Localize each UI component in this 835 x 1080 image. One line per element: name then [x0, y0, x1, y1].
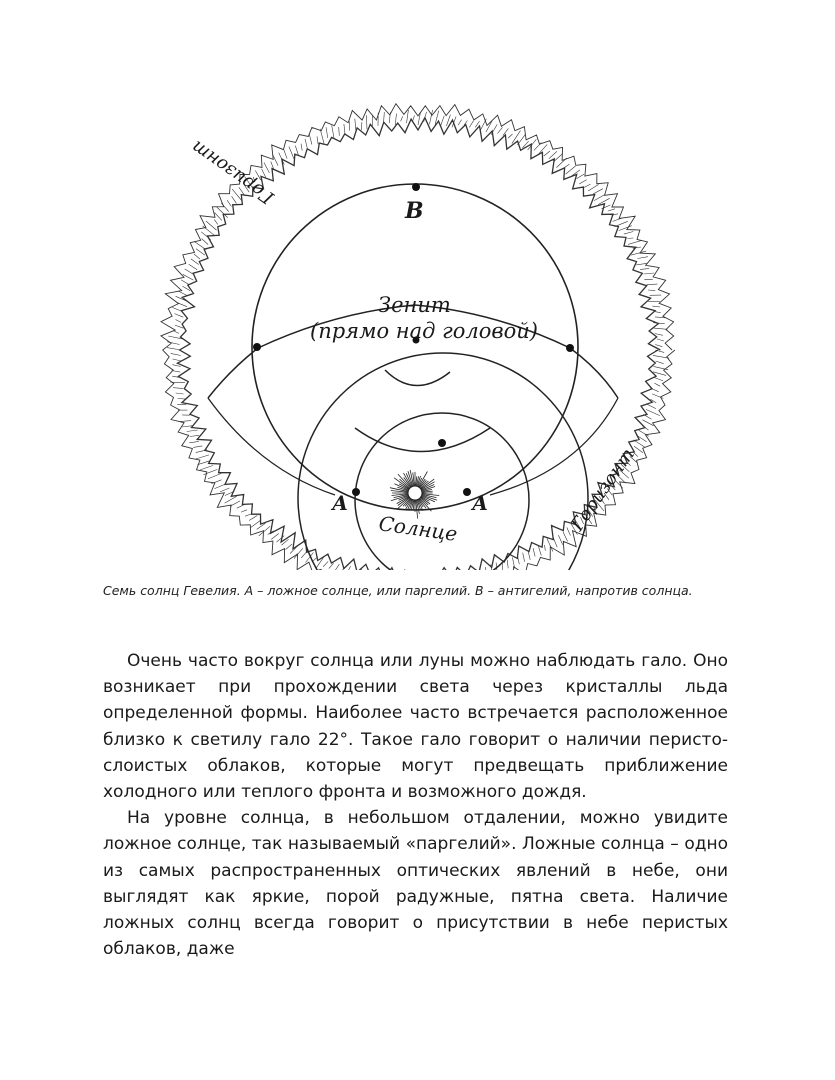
- horizon-hatch: [173, 359, 182, 361]
- horizon-hatch: [203, 226, 215, 235]
- horizon-hatch: [200, 466, 213, 470]
- horizon-hatch: [458, 120, 462, 126]
- horizon-hatch: [176, 393, 184, 394]
- horizon-hatch: [176, 302, 187, 306]
- horizon-hatch: [178, 291, 187, 296]
- horizon-hatch: [189, 264, 198, 270]
- horizon-hatch: [172, 371, 181, 373]
- horizon-hatch: [237, 505, 245, 509]
- horizon-hatch: [317, 136, 318, 144]
- point-a-right-label: А: [472, 491, 489, 515]
- horizon-hatch: [588, 184, 599, 191]
- horizon-hatch: [326, 127, 328, 138]
- sun-ray: [394, 478, 410, 490]
- point-a-left-label: А: [332, 491, 349, 515]
- halo-diagram-svg: [160, 100, 680, 570]
- horizon-hatch: [366, 115, 367, 129]
- hevelius-seven-suns-diagram: [160, 100, 680, 570]
- horizon-hatch: [652, 306, 660, 307]
- horizon-hatch: [523, 553, 525, 562]
- horizon-hatch: [553, 538, 557, 548]
- horizon-hatch: [194, 241, 206, 249]
- horizon-hatch: [441, 116, 445, 126]
- horizon-hatch: [190, 435, 199, 436]
- upper-tangent-dot: [438, 439, 446, 447]
- horizon-hatch: [180, 421, 191, 422]
- horizon-hatch: [284, 150, 287, 159]
- parhelic-right-dot: [566, 344, 574, 352]
- figure-caption: Семь солнц Гевелия. А – ложное солнце, или паргелий. В – антигелий, напротив солнца.: [103, 583, 693, 598]
- horizon-hatch: [225, 496, 237, 503]
- horizon-hatch: [259, 526, 270, 536]
- horizon-hatch: [395, 114, 396, 126]
- horizon-hatch: [309, 134, 312, 145]
- horizon-hatch: [194, 254, 200, 259]
- horizon-hatch: [333, 564, 339, 570]
- horizon-hatch: [556, 158, 566, 168]
- horizon-hatch: [191, 259, 199, 265]
- horizon-hatch: [643, 420, 654, 426]
- sun-dog-left-dot: [352, 488, 360, 496]
- horizon-hatch: [563, 164, 570, 168]
- horizon-hatch: [171, 353, 181, 355]
- horizon-hatch: [305, 139, 307, 148]
- horizon-hatch: [211, 480, 221, 484]
- sun-dog-right-dot: [463, 488, 471, 496]
- horizon-hatch: [208, 474, 221, 479]
- horizon-hatch: [656, 361, 664, 364]
- horizon-label-bottom: Горизонт: [566, 444, 639, 535]
- horizon-hatch: [554, 154, 563, 162]
- horizon-hatch: [650, 388, 658, 392]
- horizon-hatch: [608, 209, 615, 211]
- horizon-hatch: [654, 328, 668, 329]
- horizon-hatch: [189, 441, 199, 442]
- horizon-hatch: [528, 139, 537, 150]
- horizon-hatch: [654, 311, 661, 312]
- horizon-hatch: [655, 345, 662, 347]
- horizon-hatch: [636, 263, 647, 265]
- horizon-hatch: [647, 284, 658, 285]
- horizon-hatch: [220, 488, 229, 492]
- horizon-hatch: [227, 200, 231, 206]
- horizon-hatch: [196, 455, 209, 459]
- horizon-hatch: [644, 273, 655, 274]
- horizon-hatch: [176, 320, 182, 323]
- horizon-hatch: [628, 241, 641, 245]
- horizon-label-top: Горизонт: [187, 136, 278, 209]
- horizon-hatch: [648, 290, 655, 291]
- horizon-hatch: [640, 269, 649, 270]
- horizon-hatch: [279, 153, 285, 165]
- horizon-hatch: [230, 501, 240, 506]
- horizon-hatch: [262, 169, 266, 177]
- horizon-hatch: [294, 548, 303, 558]
- horizon-hatch: [508, 134, 512, 138]
- horizon-hatch: [329, 563, 334, 568]
- horizon-hatch: [286, 544, 293, 550]
- horizon-hatch: [545, 545, 546, 551]
- sun-icon: [390, 470, 439, 519]
- horizon-hatch: [486, 121, 492, 132]
- zenith-label: Зенит: [378, 293, 451, 317]
- horizon-hatch: [241, 510, 247, 512]
- paragraph-1: Очень часто вокруг солнца или луны можно наблюдать гало. Оно возникает при прохождении света через кристаллы льда определенной формы. Наиболее часто встречается расположенное близко к светилу гало 22°. Такое гало говорит о наличии перисто-слоистых облаков, которые могут предвещать приближение холодного или теплого фронта и возможного дождя.: [103, 651, 728, 803]
- horizon-hatch: [264, 163, 269, 173]
- point-b-dot: [412, 183, 420, 191]
- horizon-hatch: [320, 129, 324, 144]
- horizon-hatch: [657, 339, 664, 341]
- horizon-hatch: [172, 307, 182, 311]
- body-text: [103, 648, 728, 962]
- horizon-hatch: [167, 342, 179, 345]
- horizon-hatch: [558, 535, 562, 545]
- outer-halo-circle: [252, 184, 578, 510]
- horizon-hatch: [498, 127, 503, 133]
- horizon-hatch: [518, 134, 526, 145]
- horizon-hatch: [534, 143, 541, 151]
- horizon-hatch: [654, 383, 660, 386]
- upper-tangent-arc-1: [385, 370, 450, 386]
- horizon-hatch: [249, 516, 257, 521]
- horizon-hatch: [332, 125, 334, 138]
- horizon-hatch: [193, 446, 202, 448]
- sun-label: Солнце: [377, 511, 459, 546]
- horizon-hatch: [637, 257, 648, 259]
- horizon-hatch: [175, 314, 184, 318]
- horizon-hatch: [339, 127, 340, 136]
- horizon-hatch: [214, 213, 222, 221]
- horizon-hatch: [654, 378, 663, 381]
- horizon-hatch: [593, 189, 603, 194]
- horizon-hatch: [181, 280, 189, 285]
- horizon-hatch: [196, 249, 205, 255]
- horizon-hatch: [533, 548, 535, 556]
- horizon-hatch: [206, 221, 217, 230]
- horizon-hatch: [639, 430, 649, 436]
- horizon-hatch: [245, 514, 251, 516]
- horizon-hatch: [289, 147, 294, 159]
- horizon-hatch: [355, 119, 356, 133]
- horizon-hatch: [615, 221, 628, 226]
- horizon-hatch: [178, 399, 186, 400]
- horizon-hatch: [469, 121, 473, 128]
- horizon-hatch: [646, 404, 656, 409]
- horizon-hatch: [187, 430, 198, 432]
- horizon-hatch: [185, 269, 194, 274]
- horizon-hatch: [486, 567, 487, 570]
- horizon-hatch: [401, 116, 403, 121]
- horizon-hatch: [407, 110, 409, 123]
- horizon-hatch: [173, 331, 179, 334]
- horizon-hatch: [579, 180, 586, 184]
- horizon-hatch: [627, 238, 633, 239]
- horizon-hatch: [491, 124, 497, 134]
- horizon-hatch: [232, 196, 237, 203]
- horizon-hatch: [563, 532, 568, 542]
- horizon-hatch: [250, 521, 260, 528]
- horizon-hatch: [646, 410, 660, 416]
- horizon-hatch: [643, 414, 651, 419]
- horizon-hatch: [602, 205, 611, 209]
- horizon-hatch: [173, 388, 183, 389]
- horizon-hatch: [624, 232, 634, 235]
- horizon-hatch: [655, 334, 663, 336]
- parhelic-left-dot: [253, 343, 261, 351]
- point-b-label: В: [405, 198, 424, 224]
- upper-tangent-arc-2: [355, 428, 490, 452]
- horizon-hatch: [271, 534, 279, 540]
- horizon-hatch: [636, 435, 647, 442]
- horizon-hatch: [481, 119, 487, 130]
- horizon-hatch: [584, 184, 591, 188]
- horizon-hatch: [202, 239, 209, 245]
- paragraph-2: На уровне солнца, в небольшом отдалении, можно увидите ложное солнце, так называемый «паргелий». Ложные солнца – одно из самых распространенных оптических явлений в небе, они выглядят как яркие, порой радужные, пятна света. Наличие ложных солнц всегда говорит о присутствии в небе перистых облаков, даже: [103, 808, 728, 960]
- horizon-hatch: [577, 174, 585, 179]
- horizon-hatch: [172, 365, 180, 367]
- horizon-hatch: [634, 446, 643, 453]
- horizon-hatch: [567, 527, 571, 535]
- horizon-hatch: [517, 555, 519, 565]
- horizon-hatch: [221, 203, 228, 211]
- zenith-sub-label: (прямо над головой): [310, 319, 538, 343]
- horizon-hatch: [215, 484, 225, 488]
- horizon-hatch: [167, 348, 181, 350]
- horizon-hatch: [594, 195, 605, 201]
- horizon-hatch: [361, 122, 362, 130]
- horizon-hatch: [412, 116, 414, 123]
- horizon-hatch: [549, 151, 557, 158]
- horizon-hatch: [323, 561, 328, 566]
- horizon-hatch: [507, 560, 508, 569]
- horizon-hatch: [301, 144, 302, 151]
- horizon-hatch: [544, 151, 550, 156]
- horizon-hatch: [613, 218, 622, 221]
- sun-disc: [408, 486, 422, 500]
- horizon-hatch: [566, 166, 576, 174]
- horizon-hatch: [214, 219, 218, 224]
- horizon-hatch: [634, 440, 645, 447]
